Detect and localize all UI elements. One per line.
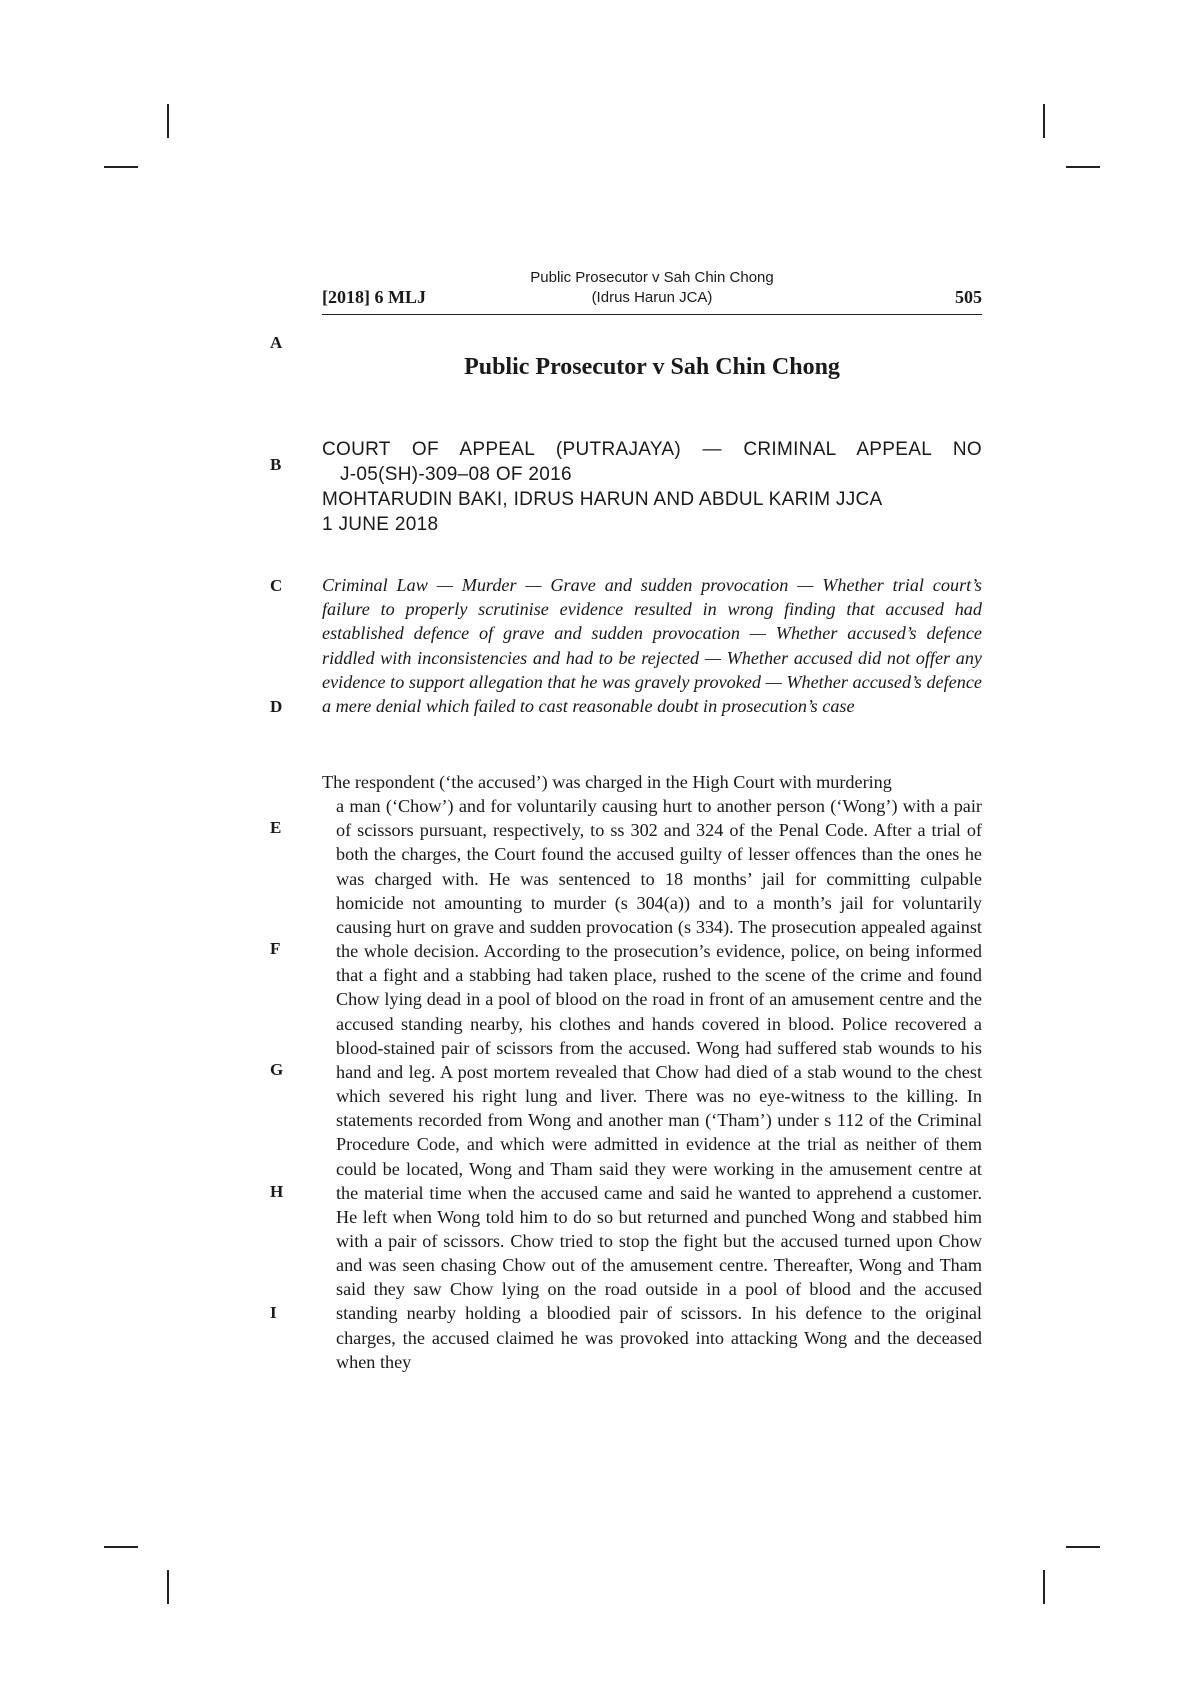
catchwords: Criminal Law — Murder — Grave and sudden provocation — Whether trial court’s failure to properly scrutinise evidence resulted in wrong finding that accused had established defence of grave and sudden provocation — Whether accused’s defence riddled with inconsistencies and had to be rejected — Whether accused did not offer any evidence to support allegation that he was gravely provoked — Whether accused’s defence a mere denial which failed to cast reasonable doubt in prosecution’s case [322,575,982,717]
case-title: Public Prosecutor v Sah Chin Chong [464,354,840,380]
crop-mark-top-left-horizontal [104,166,138,168]
running-title: Public Prosecutor v Sah Chin Chong [530,269,774,286]
decision-date: 1 JUNE 2018 [322,514,439,535]
headnote-first-line: The respondent (‘the accused’) was charged in the High Court with murdering [322,772,892,792]
running-title-block [530,268,773,308]
crop-mark-bottom-right-vertical [1043,1570,1045,1604]
margin-letter-b: B [270,455,282,474]
headnote [322,770,982,1374]
crop-mark-bottom-right-horizontal [1066,1546,1100,1548]
crop-mark-bottom-left-vertical [167,1570,169,1604]
judges: MOHTARUDIN BAKI, IDRUS HARUN AND ABDUL KARIM JJCA [322,489,883,510]
appeal-number: J-05(SH)-309–08 OF 2016 [340,464,572,485]
page-number: 505 [955,287,982,307]
margin-letter-h: H [270,1182,284,1201]
crop-mark-top-right-vertical [1043,104,1045,138]
crop-mark-top-right-horizontal [1066,166,1100,168]
margin-letter-g: G [270,1060,284,1079]
headnote-body: a man (‘Chow’) and for voluntarily causing hurt to another person (‘Wong’) with a pair of scissors pursuant, respectively, to ss 302 and 324 of the Penal Code. After a trial of both the charges, the Court found the accused guilty of lesser offences than the ones he was charged with. He was sentenced to 18 months’ jail for committing culpable homicide not amounting to murder (s 304(a)) and to a month’s jail for voluntarily causing hurt on grave and sudden provocation (s 334). The prosecution appealed against the whole decision. According to the prosecution’s evidence, police, on being informed that a fight and a stabbing had taken place, rushed to the scene of the crime and found Chow lying dead in a pool of blood on the road in front of an amusement centre and the accused standing nearby, his clothes and hands covered in blood. Police recovered a blood-stained pair of scissors from the accused. Wong had suffered stab wounds to his hand and leg. A post mortem revealed that Chow had died of a stab wound to the chest which severed his right lung and liver. There was no eye-witness to the killing. In statements recorded from Wong and another man (‘Tham’) under s 112 of the Criminal Procedure Code, and which were admitted in evidence at the trial as neither of them could be located, Wong and Tham said they were working in the amusement centre at the material time when the accused came and said he wanted to apprehend a customer. He left when Wong told him to do so but returned and punched Wong and stabbed him with a pair of scissors. Chow tried to stop the fight but the accused turned upon Chow and was seen chasing Chow out of the amusement centre. Thereafter, Wong and Tham said they saw Chow lying on the road outside in a pool of blood and the accused standing nearby holding a bloodied pair of scissors. In his defence to the original charges, the accused claimed he was provoked into attacking Wong and the deceased when they [336,796,982,1372]
court-block [322,437,982,537]
running-judge: (Idrus Harun JCA) [591,289,713,306]
crop-mark-bottom-left-horizontal [104,1546,138,1548]
margin-letter-a: A [270,333,283,352]
margin-letter-f: F [270,939,281,958]
citation: [2018] 6 MLJ [322,287,426,307]
running-header [322,268,982,315]
margin-letter-c: C [270,576,283,595]
crop-mark-top-left-vertical [167,104,169,138]
margin-letter-d: D [270,697,283,716]
margin-letter-e: E [270,818,282,837]
court-line: COURT OF APPEAL (PUTRAJAYA) — CRIMINAL APPEAL NO [322,439,982,460]
margin-letter-i: I [270,1303,277,1322]
